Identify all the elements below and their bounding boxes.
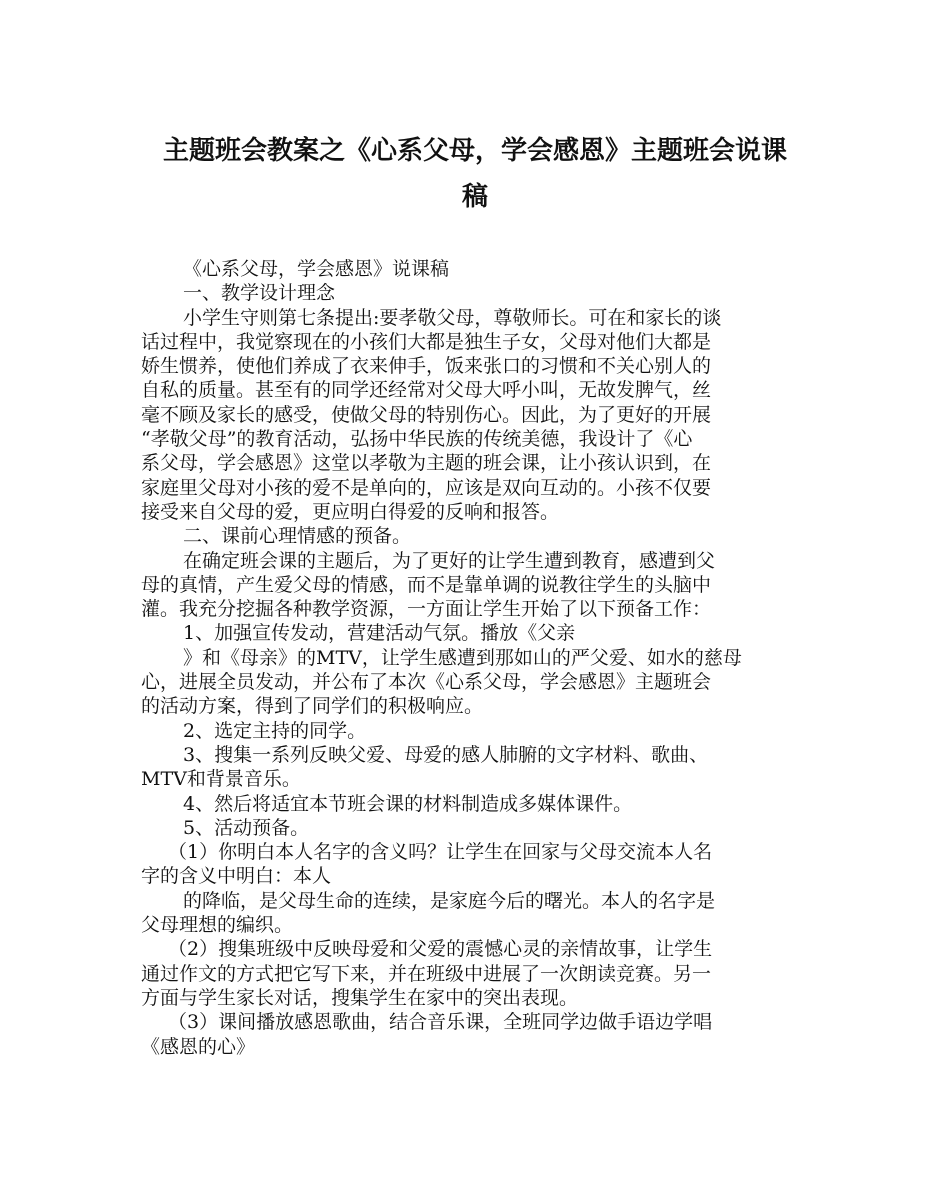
sub-list-item: （1）你明白本人名字的含义吗？让学生在回家与父母交流本人名 bbox=[168, 841, 713, 864]
paragraph-line: 毫不顾及家长的感受，使做父母的特别伤心。因此，为了更好的开展 bbox=[141, 403, 712, 426]
paragraph-line: 在确定班会课的主题后，为了更好的让学生遭到教育，感遭到父 bbox=[183, 549, 716, 572]
paragraph-line: 心，进展全员发动，并公布了本次《心系父母，学会感恩》主题班会 bbox=[141, 671, 712, 694]
document-body bbox=[141, 257, 821, 1059]
subtitle-line: 《心系父母，学会感恩》说课稿 bbox=[183, 258, 450, 280]
paragraph-line: 娇生惯养，使他们养成了衣来伸手，饭来张口的习惯和不关心别人的 bbox=[141, 355, 712, 378]
paragraph-line: 通过作文的方式把它写下来，并在班级中进展了一次朗读竞赛。另一 bbox=[141, 962, 712, 985]
sub-list-item: （2）搜集班级中反映母爱和父爱的震憾心灵的亲情故事，让学生 bbox=[168, 938, 713, 961]
list-item: 4、然后将适宜本节班会课的材料制造成多媒体课件。 bbox=[183, 792, 633, 815]
paragraph-line: MTV和背景音乐。 bbox=[141, 768, 301, 791]
sub-list-item: （3）课间播放感恩歌曲，结合音乐课，全班同学边做手语边学唱 bbox=[168, 1011, 713, 1034]
paragraph-line: “孝敬父母”的教育活动，弘扬中华民族的传统美德，我设计了《心 bbox=[141, 428, 693, 451]
paragraph-line: 方面与学生家长对话，搜集学生在家中的突出表现。 bbox=[141, 986, 579, 1009]
paragraph-line: 灌。我充分挖掘各种教学资源，一方面让学生开始了以下预备工作： bbox=[141, 598, 712, 621]
paragraph-line: 小学生守则第七条提出:要孝敬父母，尊敬师长。可在和家长的谈 bbox=[183, 306, 722, 329]
paragraph-line: 接受来自父母的爱，更应明白得爱的反响和报答。 bbox=[141, 500, 560, 523]
list-item: 3、搜集一系列反映父爱、母爱的感人肺腑的文字材料、歌曲、 bbox=[183, 743, 709, 766]
paragraph-line: 》和《母亲》的MTV，让学生感遭到那如山的严父爱、如水的慈母 bbox=[183, 646, 742, 669]
section-heading: 二、课前心理情感的预备。 bbox=[183, 525, 412, 548]
title-line-2: 稿 bbox=[461, 182, 488, 212]
title-line-1: 主题班会教案之《心系父母，学会感恩》主题班会说课 bbox=[162, 136, 787, 166]
list-item: 1、加强宣传发动，营建活动气氛。播放《父亲 bbox=[183, 622, 576, 645]
paragraph-line: 《感恩的心》 bbox=[141, 1035, 256, 1058]
document-title bbox=[130, 128, 820, 220]
paragraph-line: 系父母，学会感恩》这堂以孝敬为主题的班会课，让小孩认识到，在 bbox=[141, 452, 712, 475]
paragraph-line: 父母理想的编织。 bbox=[141, 914, 294, 937]
paragraph-line: 母的真情，产生爱父母的情感，而不是靠单调的说教往学生的头脑中 bbox=[141, 573, 712, 596]
list-item: 2、选定主持的同学。 bbox=[183, 719, 367, 742]
paragraph-line: 话过程中，我觉察现在的小孩们大都是独生子女，父母对他们大都是 bbox=[141, 330, 712, 353]
list-item: 5、活动预备。 bbox=[183, 816, 310, 839]
paragraph-line: 字的含义中明白：本人 bbox=[141, 865, 332, 888]
paragraph-line: 的活动方案，得到了同学们的积极响应。 bbox=[141, 695, 484, 718]
paragraph-line: 自私的质量。甚至有的同学还经常对父母大呼小叫，无故发脾气，丝 bbox=[141, 379, 712, 402]
paragraph-line: 家庭里父母对小孩的爱不是单向的，应该是双向互动的。小孩不仅要 bbox=[141, 476, 712, 499]
section-heading: 一、教学设计理念 bbox=[183, 282, 336, 305]
paragraph-line: 的降临，是父母生命的连续，是家庭今后的曙光。本人的名字是 bbox=[183, 889, 716, 912]
